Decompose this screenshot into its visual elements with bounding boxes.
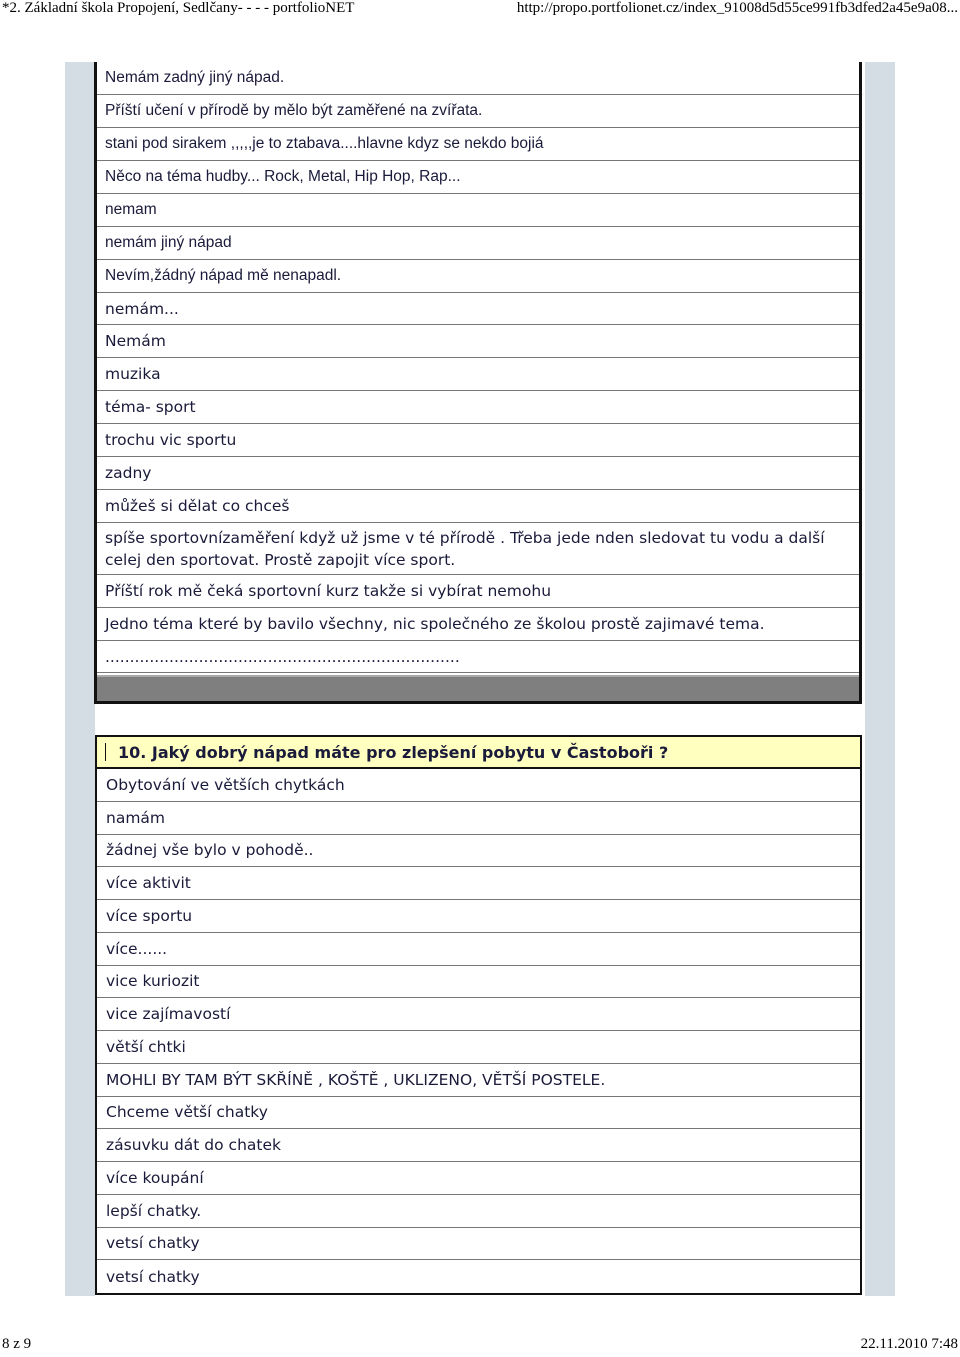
answer-row: MOHLI BY TAM BÝT SKŘÍNĚ , KOŠTĚ , UKLIZENO, VĚTŠÍ POSTELE. [97,1064,860,1097]
page-number: 8 z 9 [2,1336,32,1352]
answer-row: Chceme větší chatky [97,1097,860,1130]
print-header [0,0,960,22]
print-header-url: http://propo.portfolionet.cz/index_91008d5d55ce991fb3dfed2a45e9a08... [516,0,958,16]
table-footer-bar [97,675,859,701]
answer-row: stani pod sirakem ,,,,,je to ztabava....hlavne kdyz se nekdo bojiá [97,128,859,161]
answer-row: vetsí chatky [106,1267,200,1286]
answer-row: Nemám [97,325,859,358]
answer-row: více aktivit [97,867,860,900]
answer-row: vice kuriozit [97,966,860,999]
answer-row: více...... [97,933,860,966]
answer-row: spíše sportovnízaměření když už jsme v té přírodě . Třeba jede nden sledovat tu vodu a další celej den sportovat. Prostě zapojit více sport. [97,523,859,575]
answer-row: lepší chatky. [97,1195,860,1228]
answer-row: Příští učení v přírodě by mělo být zaměřené na zvířata. [97,95,859,128]
answer-row: větší chtki [97,1031,860,1064]
answer-row: nemam [97,194,859,227]
print-header-title: *2. Základní škola Propojení, Sedlčany- - - - portfolioNET [2,0,355,16]
answer-row: namám [97,802,860,835]
answer-row: zadny [97,457,859,490]
question-10-header [95,735,862,769]
answer-row: více sportu [97,900,860,933]
answer-row: vetsí chatky [97,1228,860,1261]
answer-row: Nevím,žádný nápad mě nenapadl. [97,260,859,293]
answer-row: žádnej vše bylo v pohodě.. [97,835,860,868]
answer-row: Nemám zadný jiný nápad. [97,62,859,95]
previous-question-answers [94,62,862,704]
answer-row: nemám jiný nápad [97,227,859,260]
text-cursor [105,743,106,761]
answer-row: Příští rok mě čeká sportovní kurz takže si vybírat nemohu [97,575,859,608]
answer-row: vice zajímavostí [97,998,860,1031]
answer-row: téma- sport [97,391,859,424]
answer-row: Obytování ve větších chytkách [97,769,860,802]
answer-row: můžeš si dělat co chceš [97,490,859,523]
answer-row: muzika [97,358,859,391]
answer-row: Jedno téma které by bavilo všechny, nic společného ze školou prostě zajimavé tema. [97,608,859,641]
answer-row: trochu vic sportu [97,424,859,457]
answer-row: ........................................................................ [97,641,859,673]
answer-row: Něco na téma hudby... Rock, Metal, Hip Hop, Rap... [97,161,859,194]
question-10-answers [95,769,862,1295]
question-10-title: 10. Jaký dobrý nápad máte pro zlepšení pobytu v Častoboři ? [118,742,669,762]
answer-row: nemám... [97,293,859,325]
answer-row: více koupání [97,1162,860,1195]
print-footer [0,1335,960,1357]
answer-row: zásuvku dát do chatek [97,1129,860,1162]
print-date: 22.11.2010 7:48 [860,1336,958,1352]
